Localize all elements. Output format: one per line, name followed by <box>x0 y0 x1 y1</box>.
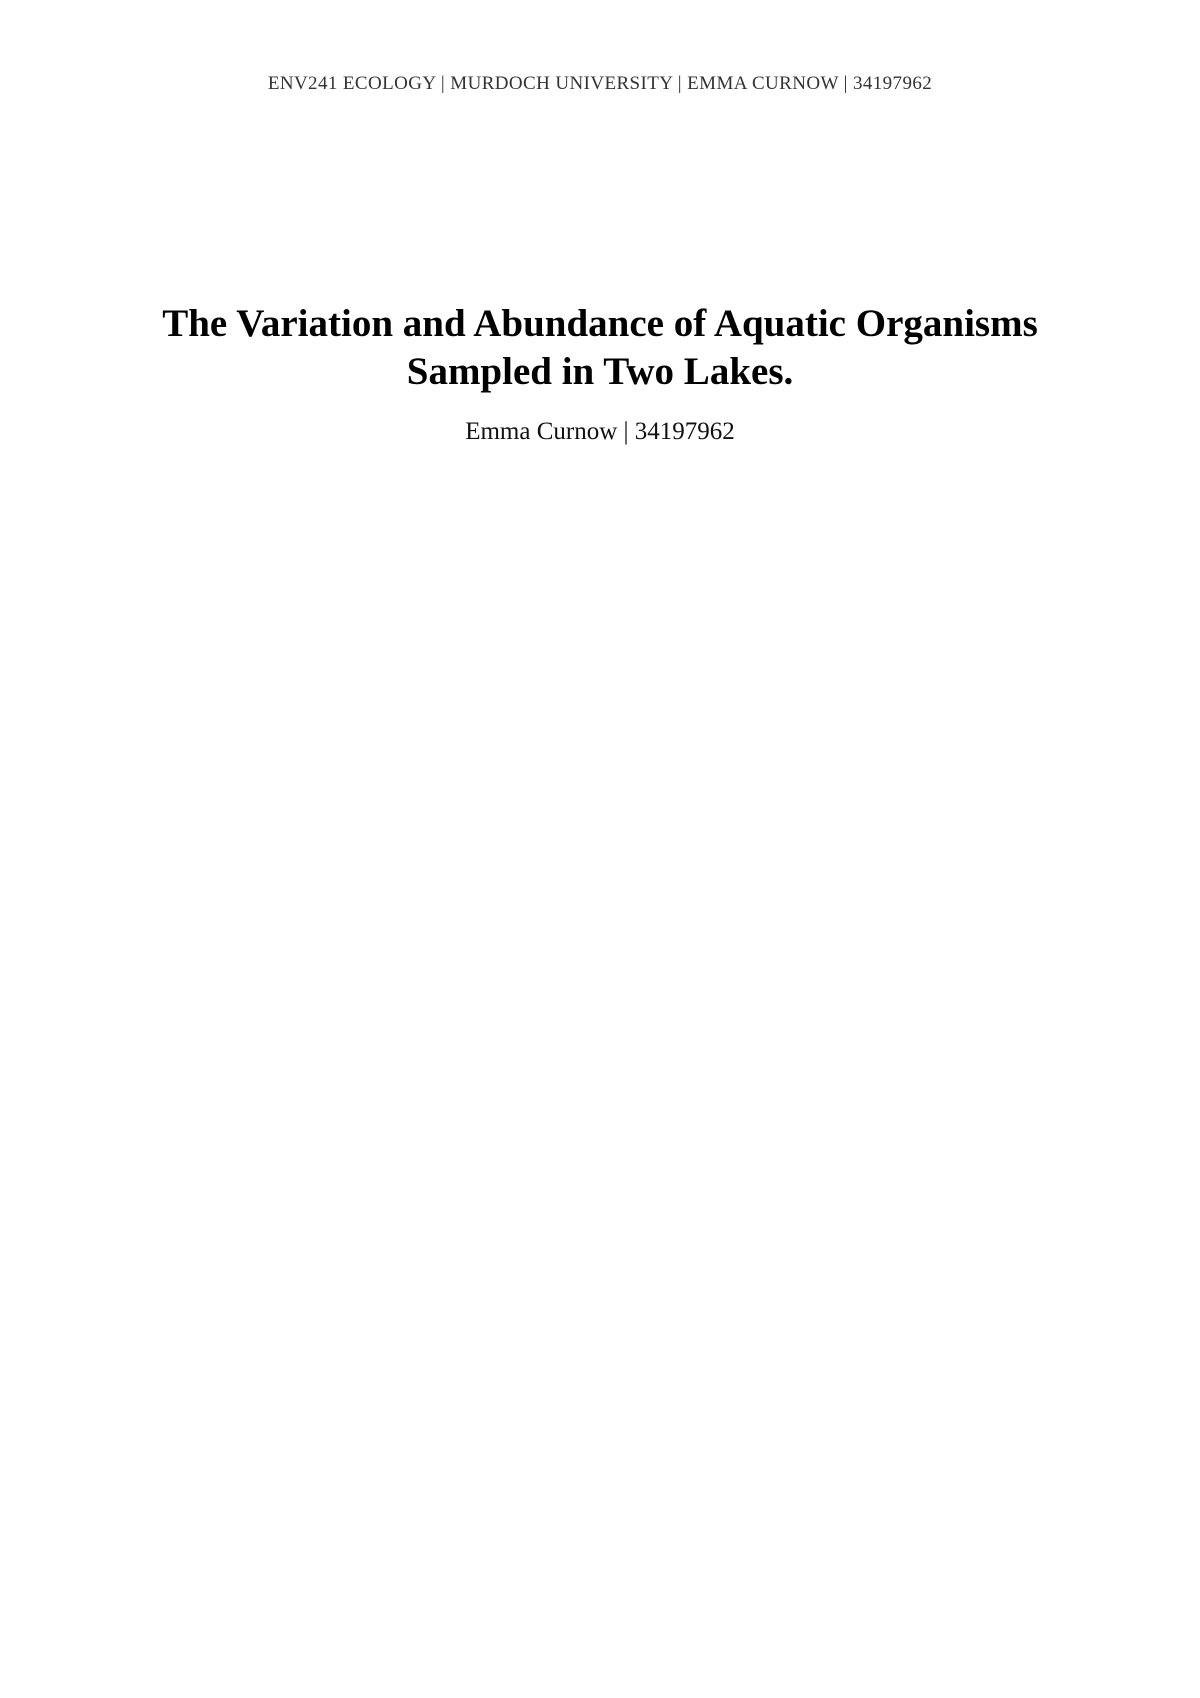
document-title <box>100 300 1100 396</box>
author-byline: Emma Curnow | 34197962 <box>465 418 735 445</box>
document-title-line-2: Sampled in Two Lakes. <box>406 350 794 393</box>
document-title-line-1: The Variation and Abundance of Aquatic Organisms <box>162 302 1038 345</box>
running-header: ENV241 ECOLOGY | MURDOCH UNIVERSITY | EMMA CURNOW | 34197962 <box>267 73 933 94</box>
title-block <box>100 300 1100 448</box>
